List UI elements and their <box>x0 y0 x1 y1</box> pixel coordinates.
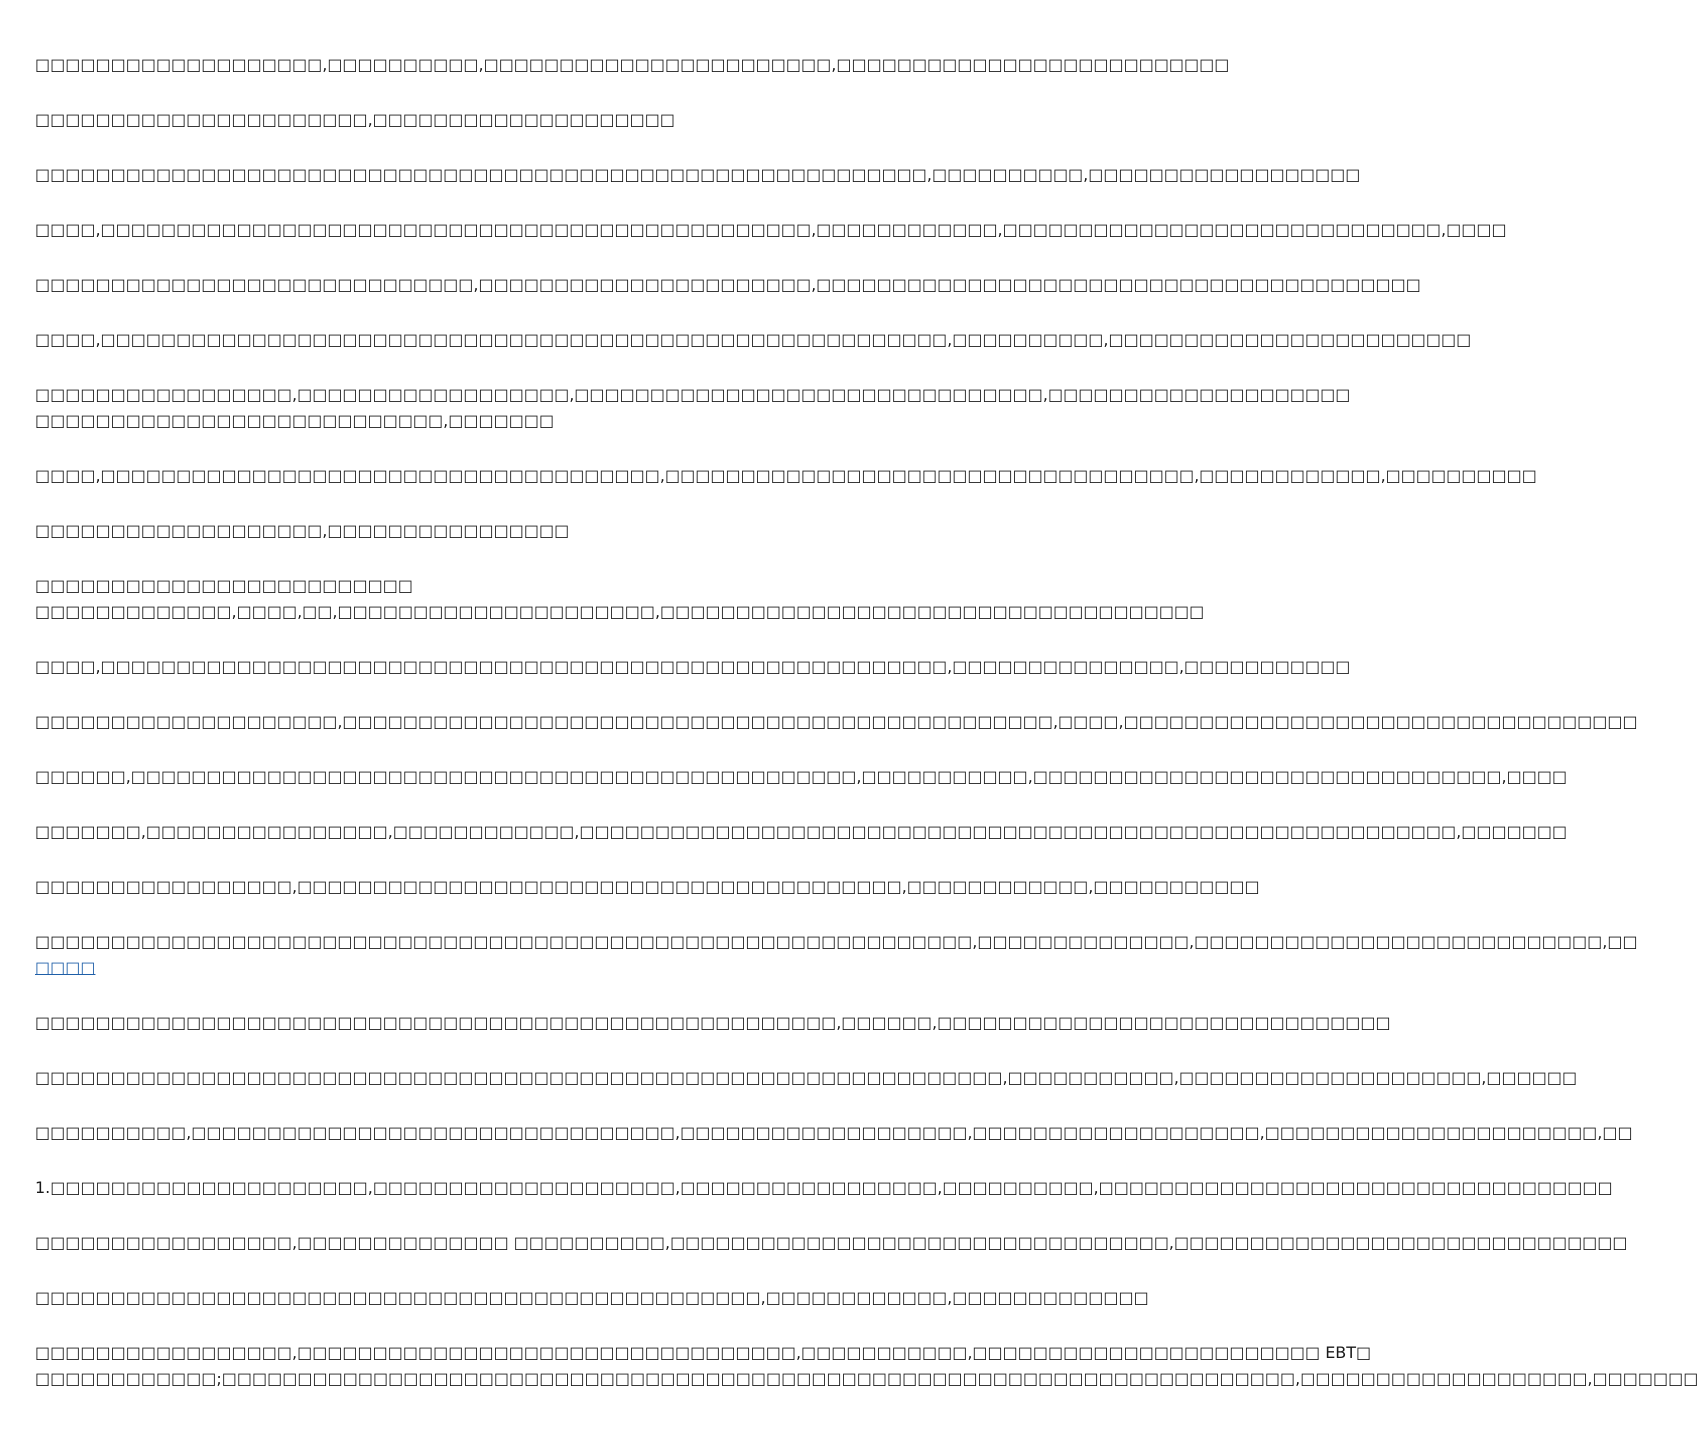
paragraph-3: □□□□□□□□□□□□□□□□□□□□□□□□□□□□□□□□□□□□□□□□□□□□□□□□□□□□□□□□□□□,□□□□□□□□□□,□□□□□□□□□□□□□□□□□□ <box>35 165 1361 184</box>
paragraph-19: □□□□□□□□□□,□□□□□□□□□□□□□□□□□□□□□□□□□□□□□□□□,□□□□□□□□□□□□□□□□□□□,□□□□□□□□□□□□□□□□□□□,□□□□□□□□□□□□□□□□□□□□□□,□□ <box>35 1123 1633 1142</box>
paragraph-4: □□□□,□□□□□□□□□□□□□□□□□□□□□□□□□□□□□□□□□□□□□□□□□□□□□□□,□□□□□□□□□□□□,□□□□□□□□□□□□□□□□□□□□□□□□□□□□□,□□□□ <box>35 220 1507 239</box>
paragraph-10 <box>35 573 1205 625</box>
paragraph-6: □□□□,□□□□□□□□□□□□□□□□□□□□□□□□□□□□□□□□□□□□□□□□□□□□□□□□□□□□□□□□,□□□□□□□□□□,□□□□□□□□□□□□□□□□□□□□□□□□ <box>35 330 1472 349</box>
paragraph-7 <box>35 382 1351 434</box>
paragraph-18: □□□□□□□□□□□□□□□□□□□□□□□□□□□□□□□□□□□□□□□□□□□□□□□□□□□□□□□□□□□□□□□□,□□□□□□□□□□□,□□□□□□□□□□□□□□□□□□□□,□□□□□□ <box>35 1068 1578 1087</box>
paragraph-16 <box>35 929 1638 981</box>
inline-link[interactable]: □□□□ <box>35 958 96 977</box>
paragraph-15: □□□□□□□□□□□□□□□□□,□□□□□□□□□□□□□□□□□□□□□□□□□□□□□□□□□□□□□□□□,□□□□□□□□□□□□,□□□□□□□□□□□ <box>35 877 1260 896</box>
paragraph-9: □□□□□□□□□□□□□□□□□□□,□□□□□□□□□□□□□□□□ <box>35 521 570 540</box>
paragraph-1: □□□□□□□□□□□□□□□□□□□,□□□□□□□□□□,□□□□□□□□□□□□□□□□□□□□□□□,□□□□□□□□□□□□□□□□□□□□□□□□□□ <box>35 55 1230 74</box>
paragraph-7-line-2: □□□□□□□□□□□□□□□□□□□□□□□□□□□,□□□□□□□ <box>35 411 555 430</box>
paragraph-17: □□□□□□□□□□□□□□□□□□□□□□□□□□□□□□□□□□□□□□□□□□□□□□□□□□□□□,□□□□□□,□□□□□□□□□□□□□□□□□□□□□□□□□□□□□□ <box>35 1013 1391 1032</box>
paragraph-2: □□□□□□□□□□□□□□□□□□□□□□,□□□□□□□□□□□□□□□□□□□□ <box>35 110 676 129</box>
paragraph-11: □□□□,□□□□□□□□□□□□□□□□□□□□□□□□□□□□□□□□□□□□□□□□□□□□□□□□□□□□□□□□,□□□□□□□□□□□□□□□,□□□□□□□□□□□ <box>35 657 1351 676</box>
document-body <box>35 52 1698 1392</box>
paragraph-22-line-1: □□□□□□□□□□□□□□□□□,□□□□□□□□□□□□□□□□□□□□□□□□□□□□□□□□□,□□□□□□□□□□□,□□□□□□□□□□□□□□□□□□□□□□□ EBT□ <box>35 1343 1372 1362</box>
paragraph-7-line-1: □□□□□□□□□□□□□□□□□,□□□□□□□□□□□□□□□□□□,□□□□□□□□□□□□□□□□□□□□□□□□□□□□□□□,□□□□□□□□□□□□□□□□□□□□ <box>35 385 1351 404</box>
paragraph-14: □□□□□□□,□□□□□□□□□□□□□□□□,□□□□□□□□□□□□,□□□□□□□□□□□□□□□□□□□□□□□□□□□□□□□□□□□□□□□□□□□□□□□□□□□□□□□□□□,□□□□□□□ <box>35 822 1568 841</box>
paragraph-22-line-2: □□□□□□□□□□□□;□□□□□□□□□□□□□□□□□□□□□□□□□□□□□□□□□□□□□□□□□□□□□□□□□□□□□□□□□□□□□□□□□□□□□□□,□□□□□□□□□□□□□□□□□□□,□□□□□□□ <box>35 1369 1698 1388</box>
paragraph-8: □□□□,□□□□□□□□□□□□□□□□□□□□□□□□□□□□□□□□□□□□□,□□□□□□□□□□□□□□□□□□□□□□□□□□□□□□□□□□□,□□□□□□□□□□□□,□□□□□□□□□□ <box>35 466 1537 485</box>
paragraph-12: □□□□□□□□□□□□□□□□□□□□,□□□□□□□□□□□□□□□□□□□□□□□□□□□□□□□□□□□□□□□□□□□□□□□,□□□□,□□□□□□□□□□□□□□□□□□□□□□□□□□□□□□□□□□ <box>35 712 1638 731</box>
paragraph-10-line-2: □□□□□□□□□□□□□,□□□□,□□,□□□□□□□□□□□□□□□□□□□□□,□□□□□□□□□□□□□□□□□□□□□□□□□□□□□□□□□□□□ <box>35 602 1205 621</box>
paragraph-22 <box>35 1340 1698 1392</box>
paragraph-21: □□□□□□□□□□□□□□□□□□□□□□□□□□□□□□□□□□□□□□□□□□□□□□□□,□□□□□□□□□□□□,□□□□□□□□□□□□□ <box>35 1288 1149 1307</box>
paragraph-13: □□□□□□,□□□□□□□□□□□□□□□□□□□□□□□□□□□□□□□□□□□□□□□□□□□□□□□□,□□□□□□□□□□□,□□□□□□□□□□□□□□□□□□□□□□□□□□□□□□□,□□□□ <box>35 767 1568 786</box>
paragraph-5: □□□□□□□□□□□□□□□□□□□□□□□□□□□□□,□□□□□□□□□□□□□□□□□□□□□□,□□□□□□□□□□□□□□□□□□□□□□□□□□□□□□□□□□□□□□□□ <box>35 275 1421 294</box>
paragraph-10-line-1: □□□□□□□□□□□□□□□□□□□□□□□□□ <box>35 576 413 595</box>
paragraph-20: □□□□□□□□□□□□□□□□□,□□□□□□□□□□□□□□ □□□□□□□□□□,□□□□□□□□□□□□□□□□□□□□□□□□□□□□□□□□□,□□□□□□□□□□□□□□□□□□□□□□□□□□□□□□ <box>35 1233 1628 1252</box>
paragraph-16-text: □□□□□□□□□□□□□□□□□□□□□□□□□□□□□□□□□□□□□□□□□□□□□□□□□□□□□□□□□□□□□□,□□□□□□□□□□□□□□,□□□□□□□□□□□□□□□□□□□□□□□□□□□,□□ <box>35 932 1638 951</box>
numbered-item-1: 1.□□□□□□□□□□□□□□□□□□□□□,□□□□□□□□□□□□□□□□□□□□,□□□□□□□□□□□□□□□□□,□□□□□□□□□□,□□□□□□□□□□□□□□□□□□□□□□□□□□□□□□□□□□ <box>35 1178 1613 1197</box>
